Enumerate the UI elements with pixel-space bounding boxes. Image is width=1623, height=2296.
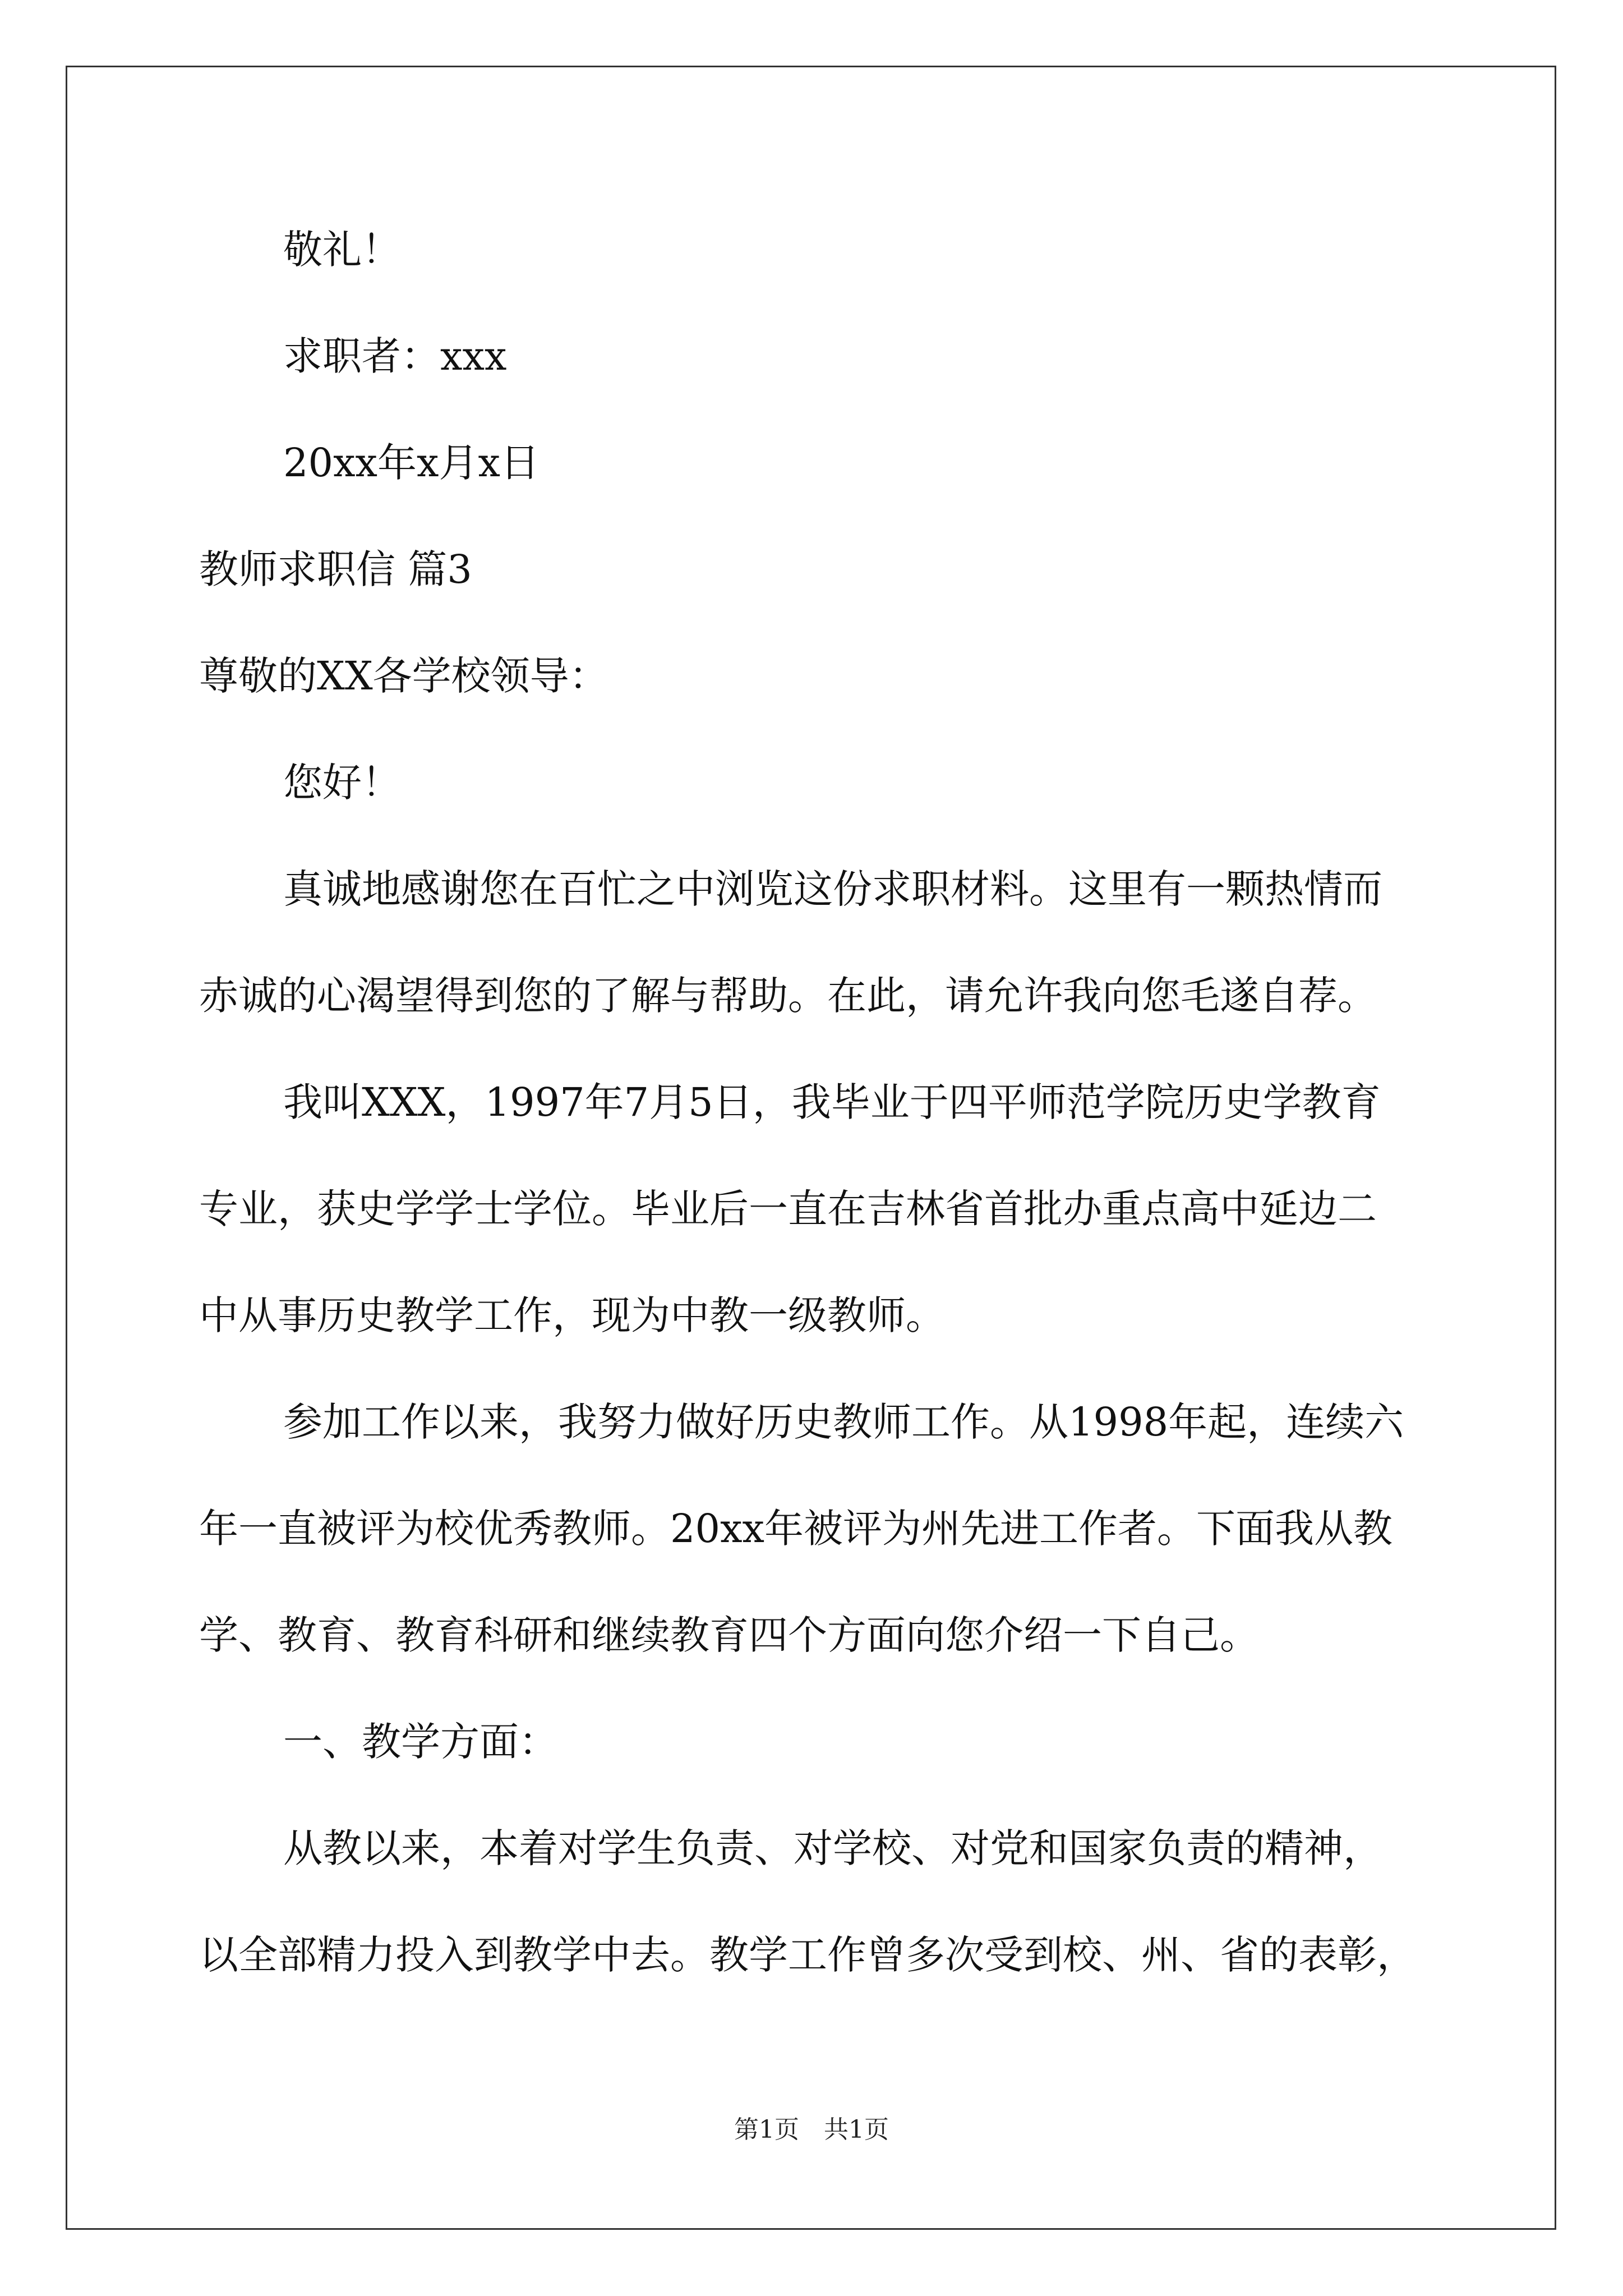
paragraph-line: 学、教育、教育科研和继续教育四个方面向您介绍一下自己。 bbox=[199, 1612, 1259, 1658]
greeting: 您好！ bbox=[283, 760, 401, 806]
page-total: 共1页 bbox=[824, 2115, 889, 2144]
paragraph-line: 年一直被评为校优秀教师。20xx年被评为州先进工作者。下面我从教 bbox=[199, 1506, 1393, 1552]
page-border bbox=[66, 66, 1556, 2230]
closing-date: 20xx年x月x日 bbox=[283, 440, 540, 486]
paragraph-line: 专业，获史学学士学位。毕业后一直在吉林省首批办重点高中延边二 bbox=[199, 1186, 1377, 1232]
closing-signature: 求职者：xxx bbox=[283, 333, 507, 379]
paragraph-line: 中从事历史教学工作，现为中教一级教师。 bbox=[199, 1292, 945, 1338]
paragraph-line: 真诚地感谢您在百忙之中浏览这份求职材料。这里有一颗热情而 bbox=[283, 866, 1382, 912]
page-number: 第1页 bbox=[734, 2115, 799, 2144]
section-title: 教师求职信 篇3 bbox=[199, 546, 472, 592]
salutation: 尊敬的XX各学校领导： bbox=[199, 653, 608, 699]
section-heading: 一、教学方面： bbox=[283, 1719, 558, 1765]
paragraph-line: 参加工作以来，我努力做好历史教师工作。从1998年起，连续六 bbox=[283, 1399, 1404, 1445]
paragraph-line: 从教以来，本着对学生负责、对学校、对党和国家负责的精神， bbox=[283, 1825, 1382, 1871]
closing-salute: 敬礼！ bbox=[283, 227, 401, 273]
page-footer bbox=[0, 2115, 1623, 2144]
paragraph-line: 赤诚的心渴望得到您的了解与帮助。在此，请允许我向您毛遂自荐。 bbox=[199, 973, 1377, 1019]
paragraph-line: 以全部精力投入到教学中去。教学工作曾多次受到校、州、省的表彰， bbox=[199, 1932, 1416, 1978]
paragraph-line: 我叫XXX，1997年7月5日，我毕业于四平师范学院历史学教育 bbox=[283, 1079, 1381, 1125]
